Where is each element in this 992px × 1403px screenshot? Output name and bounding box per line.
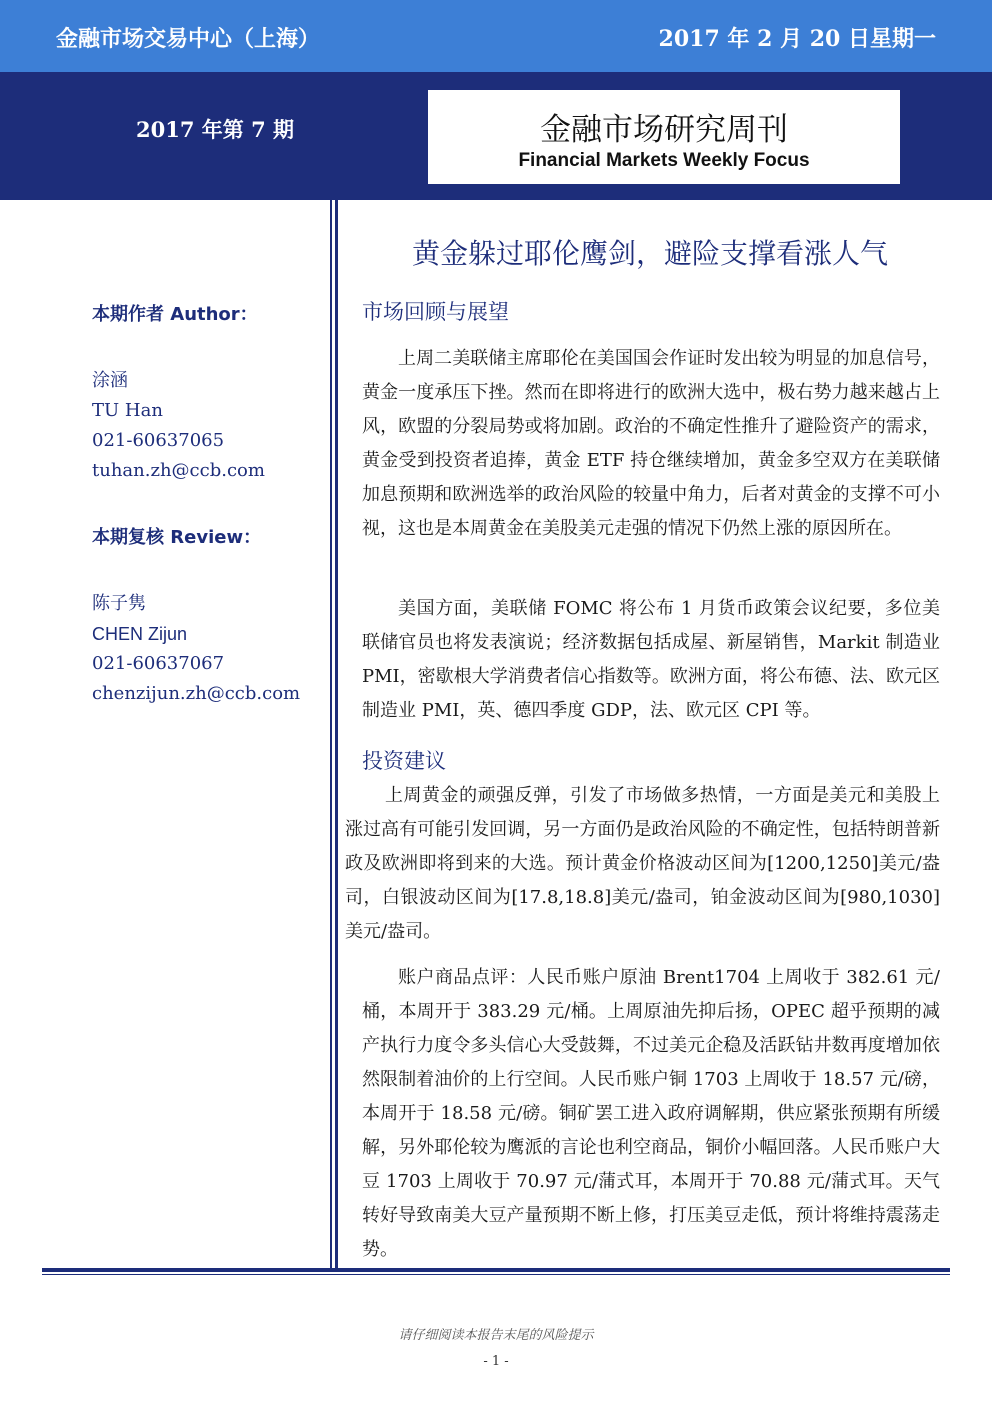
publication-title-box <box>428 90 900 184</box>
author-name-en: TU Han <box>92 400 163 421</box>
paragraph-outlook: 美国方面，美联储 FOMC 将公布 1 月货币政策会议纪要，多位美联储官员也将发表演说；经济数据包括成屋、新屋销售，Markit 制造业 PMI，密歇根大学消费者信心指数等。欧洲方面，将公布德、法、欧元区制造业 PMI，英、德四季度 GDP，法、欧元区 CPI 等。 <box>362 598 940 721</box>
paragraph-commodity-review: 账户商品点评：人民币账户原油 Brent1704 上周收于 382.61 元/桶，本周开于 383.29 元/桶。上周原油先抑后扬，OPEC 超乎预期的减产执行力度令多头信心大受鼓舞，不过美元企稳及活跃钻井数再度增加依然限制着油价的上行空间。人民币账户铜 1703 上周收于 18.57 元/磅，本周开于 18.58 元/磅。铜矿罢工进入政府调解期，供应紧张预期有所缓解，另外耶伦较为鹰派的言论也利空商品，铜价小幅回落。人民币账户大豆 1703 上周收于 70.97 元/蒲式耳，本周开于 70.88 元/蒲式耳。天气转好导致南美大豆产量预期不断上修，打压美豆走低，预计将维持震荡走势。 <box>362 967 940 1260</box>
paragraph-investment-advice: 上周黄金的顽强反弹，引发了市场做多热情，一方面是美元和美股上涨过高有可能引发回调，另一方面仍是政治风险的不确定性，包括特朗普新政及欧洲即将到来的大选。预计黄金价格波动区间为[1200,1250]美元/盎司，白银波动区间为[17.8,18.8]美元/盎司，铂金波动区间为[980,1030]美元/盎司。 <box>345 785 940 942</box>
article-headline: 黄金躲过耶伦鹰剑，避险支撑看涨人气 <box>411 237 888 270</box>
column-divider-thick <box>335 200 338 1270</box>
top-banner <box>0 0 992 72</box>
paragraph-market-review: 上周二美联储主席耶伦在美国国会作证时发出较为明显的加息信号，黄金一度承压下挫。然而在即将进行的欧洲大选中，极右势力越来越占上风，欧盟的分裂局势或将加剧。政治的不确定性推升了避险资产的需求，黄金受到投资者追捧，黄金 ETF 持仓继续增加，黄金多空双方在美联储加息预期和欧洲选举的政治风险的较量中角力，后者对黄金的支撑不可小视，这也是本周黄金在美股美元走强的情况下仍然上涨的原因所在。 <box>362 348 940 539</box>
review-heading: 本期复核 Review： <box>92 527 262 548</box>
section-title-advice: 投资建议 <box>362 749 446 773</box>
footer-rule <box>42 1268 950 1272</box>
risk-notice: 请仔细阅读本报告末尾的风险提示 <box>398 1328 594 1343</box>
reviewer-email[interactable]: chenzijun.zh@ccb.com <box>92 683 301 704</box>
org-name: 金融市场交易中心（上海） <box>56 27 321 52</box>
column-divider <box>330 200 332 1270</box>
publication-title-cn: 金融市场研究周刊 <box>540 112 788 148</box>
author-name-cn: 涂涵 <box>92 370 128 391</box>
author-heading: 本期作者 Author： <box>92 304 258 325</box>
reviewer-phone: 021-60637067 <box>92 653 225 674</box>
footer-rule-thin <box>42 1274 950 1275</box>
title-banner <box>0 72 992 200</box>
report-date: 2017 年 2 月 20 日星期一 <box>658 26 936 52</box>
reviewer-name-cn: 陈子隽 <box>92 593 146 614</box>
reviewer-name-en: CHEN Zijun <box>92 624 188 644</box>
page-number: - 1 - <box>483 1354 509 1369</box>
issue-number: 2017 年第 7 期 <box>136 117 294 142</box>
section-title-review: 市场回顾与展望 <box>362 300 509 324</box>
author-email[interactable]: tuhan.zh@ccb.com <box>92 460 265 481</box>
author-phone: 021-60637065 <box>92 430 225 451</box>
sidebar <box>92 300 322 709</box>
publication-title-en: Financial Markets Weekly Focus <box>518 150 810 171</box>
